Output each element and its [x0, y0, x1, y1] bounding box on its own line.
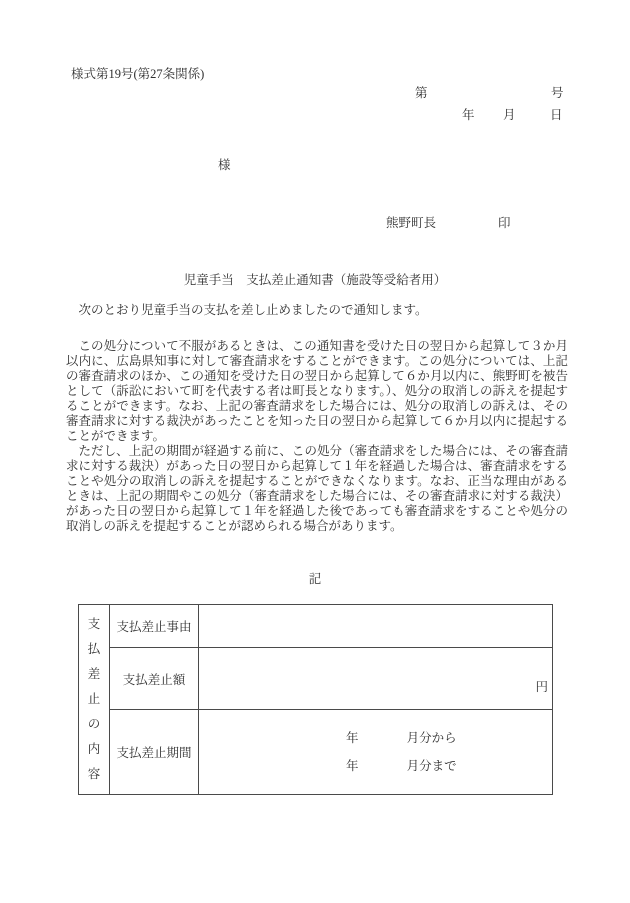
appeal-paragraph-1: この処分について不服があるときは、この通知書を受けた日の翌日から起算して３か月以内に、広島県知事に対して審査請求をすることができます。この処分については、上記の審査請求のほか、この通知を受けた日の翌日から起算して６か月以内に、熊野町を被告として（訴訟において町を代表する者は町長となります。）、処分の取消しの訴えを提起することができます。なお、上記の審査請求をした場合には、処分の取消しの訴えは、その審査請求に対する裁決があったことを知った日の翌日から起算して６か月以内に提起することができます。 [66, 339, 568, 443]
amount-label: 支払差止額 [122, 672, 186, 687]
period-to-suffix-label: 月分まで [406, 758, 457, 773]
period-from-year-label: 年 [346, 730, 359, 745]
reason-label: 支払差止事由 [116, 620, 192, 634]
table-group-cell [79, 605, 109, 794]
seal-placeholder-label: 印 [498, 216, 511, 230]
intro-text: 次のとおり児童手当の支払を差し止めましたので通知します。 [78, 303, 428, 317]
addressee-name-blank [80, 155, 210, 169]
form-number-label: 様式第19号(第27条関係) [71, 67, 205, 81]
amount-unit-label: 円 [535, 680, 548, 694]
reason-label-cell [109, 605, 198, 647]
period-to-year-label: 年 [346, 758, 359, 773]
record-marker: 記 [308, 572, 322, 586]
doc-number-prefix-label: 第 [415, 86, 428, 100]
period-from-line [199, 731, 552, 746]
addressee-honorific-label: 様 [218, 158, 231, 172]
date-day-label: 日 [550, 108, 563, 122]
addressee-line [0, 155, 630, 172]
period-to-line [199, 759, 552, 774]
doc-number-blank [432, 83, 547, 97]
date-line [0, 105, 630, 122]
appeal-notice-text [66, 339, 568, 534]
suspension-details-table [78, 604, 553, 795]
date-month-label: 月 [503, 108, 516, 122]
period-label: 支払差止期間 [116, 746, 192, 760]
amount-label-cell [109, 647, 198, 709]
issuer-name-label: 熊野町長 [386, 216, 437, 230]
period-label-cell [109, 709, 198, 794]
group-label-vertical: 支払差止の内容 [87, 617, 101, 781]
period-from-suffix-label: 月分から [406, 730, 457, 745]
issuer-line [0, 213, 630, 230]
doc-number-suffix-label: 号 [551, 86, 564, 100]
appeal-paragraph-2: ただし、上記の期間が経過する前に、この処分（審査請求をした場合には、その審査請求に対する裁決）があった日の翌日から起算して１年を経過した場合は、審査請求をすることや処分の取消しの訴えを提起することができなくなります。なお、正当な理由があるときは、上記の期間やこの処分（審査請求をした場合には、その審査請求に対する裁決）があった日の翌日から起算して１年を経過した後であっても審査請求をすることや処分の取消しの訴えを提起することが認められる場合があります。 [66, 444, 568, 533]
reason-value-cell [198, 605, 552, 647]
period-value-cell [198, 709, 552, 794]
document-title: 児童手当 支払差止通知書（施設等受給者用） [183, 273, 447, 287]
amount-value-cell [198, 647, 552, 709]
doc-number-line [0, 83, 630, 100]
date-year-label: 年 [462, 108, 475, 122]
